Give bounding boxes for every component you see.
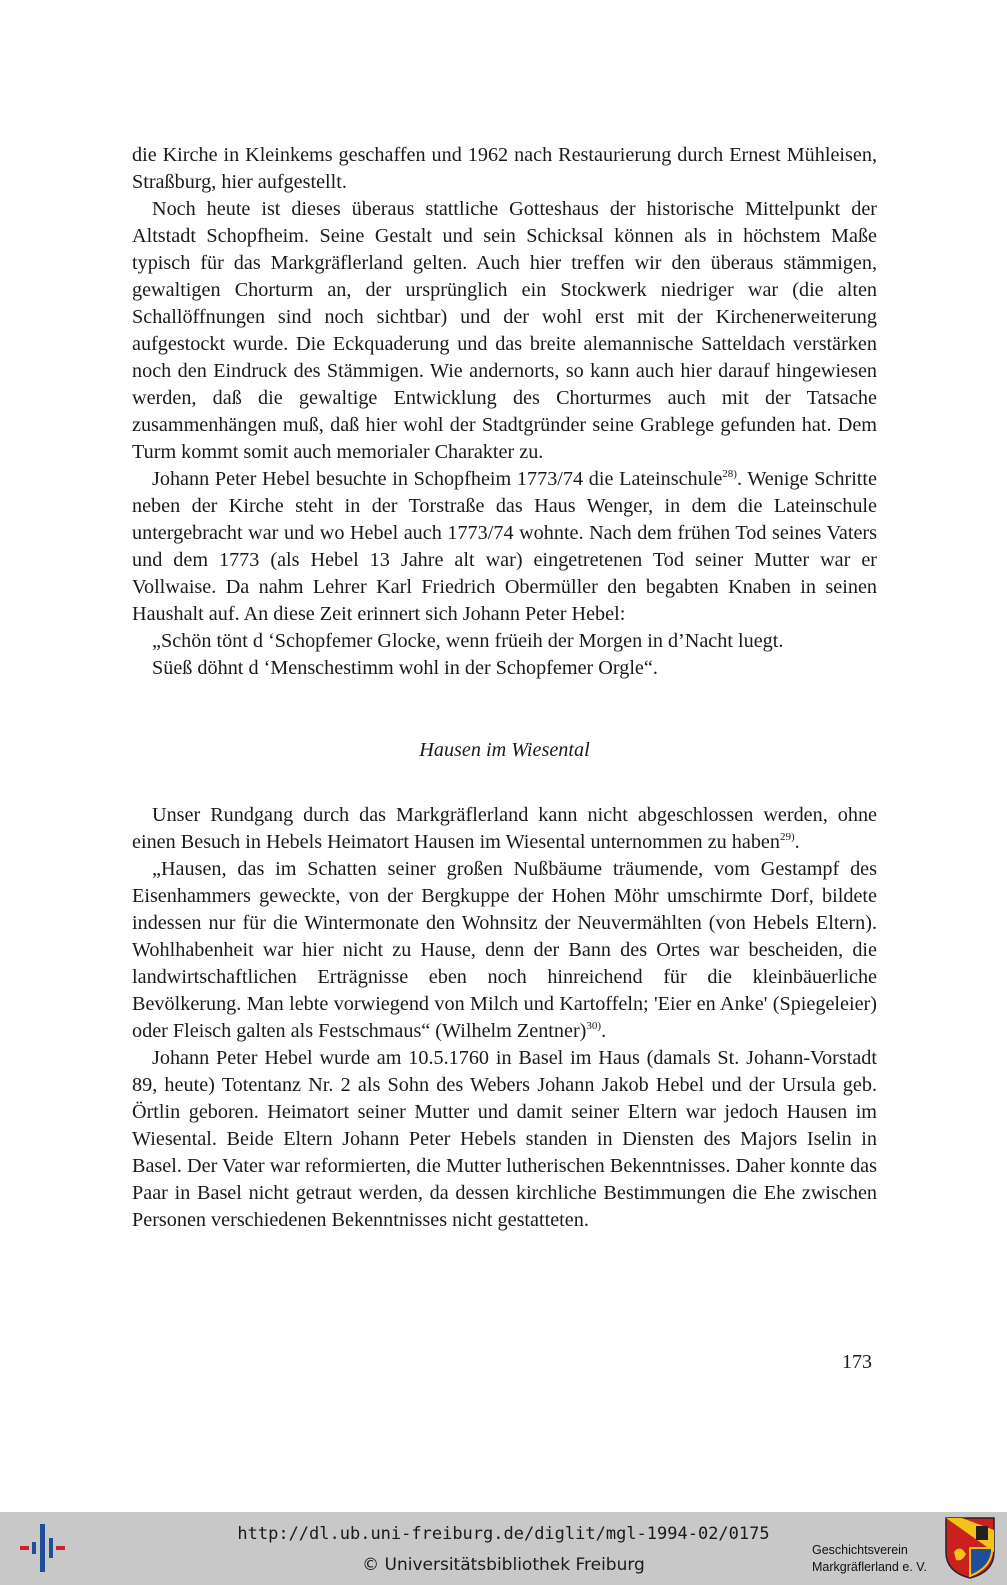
footnote-ref-28: 28) bbox=[722, 468, 737, 480]
paragraph-3 bbox=[132, 466, 877, 628]
paragraph-3-text-a: Johann Peter Hebel besuchte in Schopfheim 1773/74 die Lateinschule bbox=[152, 468, 723, 490]
paragraph-4-text-b: . bbox=[794, 831, 800, 853]
paragraph-5-text-a: „Hausen, das im Schatten seiner großen Nußbäume träumende, vom Gestampf des Eisenhammers geweckte, von der Bergkuppe der Hohen Möhr umschirmte Dorf, bildete indessen nur für die Wintermonate den Wohnsitz der Neuvermählten (von Hebels Eltern). Wohlhabenheit war hier nicht zu Hause, denn der Bann des Ortes war bescheiden, die landwirtschaftlichen Erträgnisse eben noch hinreichend für die kleinbäuerliche Bevölkerung. Man lebte vorwiegend von Milch und Kartoffeln; 'Eier en Anke' (Spiegeleier) oder Fleisch galten als Festschmaus“ (Wilhelm Zentner) bbox=[132, 858, 877, 1042]
society-name-line-2: Markgräflerland e. V. bbox=[812, 1560, 927, 1574]
paragraph-4 bbox=[132, 802, 877, 856]
section-heading: Hausen im Wiesental bbox=[419, 739, 590, 761]
page-number: 173 bbox=[842, 1351, 872, 1373]
paragraph-2: Noch heute ist dieses überaus stattliche Gotteshaus der historische Mittelpunkt der Altstadt Schopfheim. Seine Gestalt und sein Schicksal können als in höchstem Maße typisch für das Markgräflerland gelten. Auch hier treffen wir den überaus stämmigen, gewaltigen Chorturm an, der ursprünglich ein Stockwerk niedriger war (die alten Schallöffnungen sind noch sichtbar) und der wohl erst mit der Kirchenerweiterung aufgestockt wurde. Die Eckquaderung und das breite alemannische Satteldach verstärken noch den Eindruck des Stämmigen. Wie andernorts, so kann auch hier darauf hingewiesen werden, daß die gewaltige Entwicklung des Chorturmes auch mit der Tatsache zusammenhängen muß, daß hier wohl der Stadtgründer seine Grablege gefunden hat. Dem Turm kommt somit auch memorialer Charakter zu. bbox=[132, 198, 877, 463]
paragraph-4-text-a: Unser Rundgang durch das Markgräflerland kann nicht abgeschlossen werden, ohne einen Besuch in Hebels Heimatort Hausen im Wiesental unternommen zu haben bbox=[132, 804, 877, 853]
paragraph-5-text-b: . bbox=[601, 1020, 607, 1042]
quote-line-2: Süeß döhnt d ‘Menschestimm wohl in der Schopfemer Orgle“. bbox=[152, 657, 658, 679]
quote-line-1: „Schön tönt d ‘Schopfemer Glocke, wenn früeih der Morgen in d’Nacht luegt. bbox=[152, 630, 784, 652]
footnote-ref-30: 30) bbox=[586, 1020, 602, 1032]
paragraph-6: Johann Peter Hebel wurde am 10.5.1760 in Basel im Haus (damals St. Johann-Vorstadt 89, heute) Totentanz Nr. 2 als Sohn des Webers Johann Jakob Hebel und der Ursula geb. Örtlin geboren. Heimatort seiner Mutter und damit seiner Eltern war jedoch Hausen im Wiesental. Beide Eltern Johann Peter Hebels standen in Diensten des Majors Iselin in Basel. Der Vater war reformierten, die Mutter lutherischen Bekenntnisses. Daher konnte das Paar in Basel nicht getraut werden, da dessen kirchliche Bestimmungen die Ehe zwischen Personen verschiedenen Bekenntnisses nicht gestatteten. bbox=[132, 1047, 877, 1231]
footer-copyright: © Universitätsbibliothek Freiburg bbox=[362, 1555, 645, 1575]
page-body bbox=[132, 142, 877, 1234]
paragraph-1: die Kirche in Kleinkems geschaffen und 1962 nach Restaurierung durch Ernest Mühleisen, Straßburg, hier aufgestellt. bbox=[132, 144, 877, 193]
society-name-line-1: Geschichtsverein bbox=[812, 1543, 908, 1557]
footnote-ref-29: 29) bbox=[780, 831, 795, 843]
society-name bbox=[812, 1542, 927, 1576]
paragraph-5 bbox=[132, 856, 877, 1045]
paragraph-3-text-b: . Wenige Schritte neben der Kirche steht in der Torstraße das Haus Wenger, in dem die Lateinschule untergebracht war und wo Hebel auch 1773/74 wohnte. Nach dem frühen Tod seines Vaters und dem 1773 (als Hebel 13 Jahre alt war) eingetretenen Tod seiner Mutter war er Vollwaise. Da nahm Lehrer Karl Friedrich Obermüller den begabten Knaben in seinen Haushalt auf. An diese Zeit erinnert sich Johann Peter Hebel: bbox=[132, 468, 877, 625]
footer-bar bbox=[0, 1512, 1007, 1585]
society-crest-icon[interactable] bbox=[944, 1516, 996, 1580]
footer-url-link[interactable]: http://dl.ub.uni-freiburg.de/diglit/mgl-1994-02/0175 bbox=[237, 1524, 770, 1544]
